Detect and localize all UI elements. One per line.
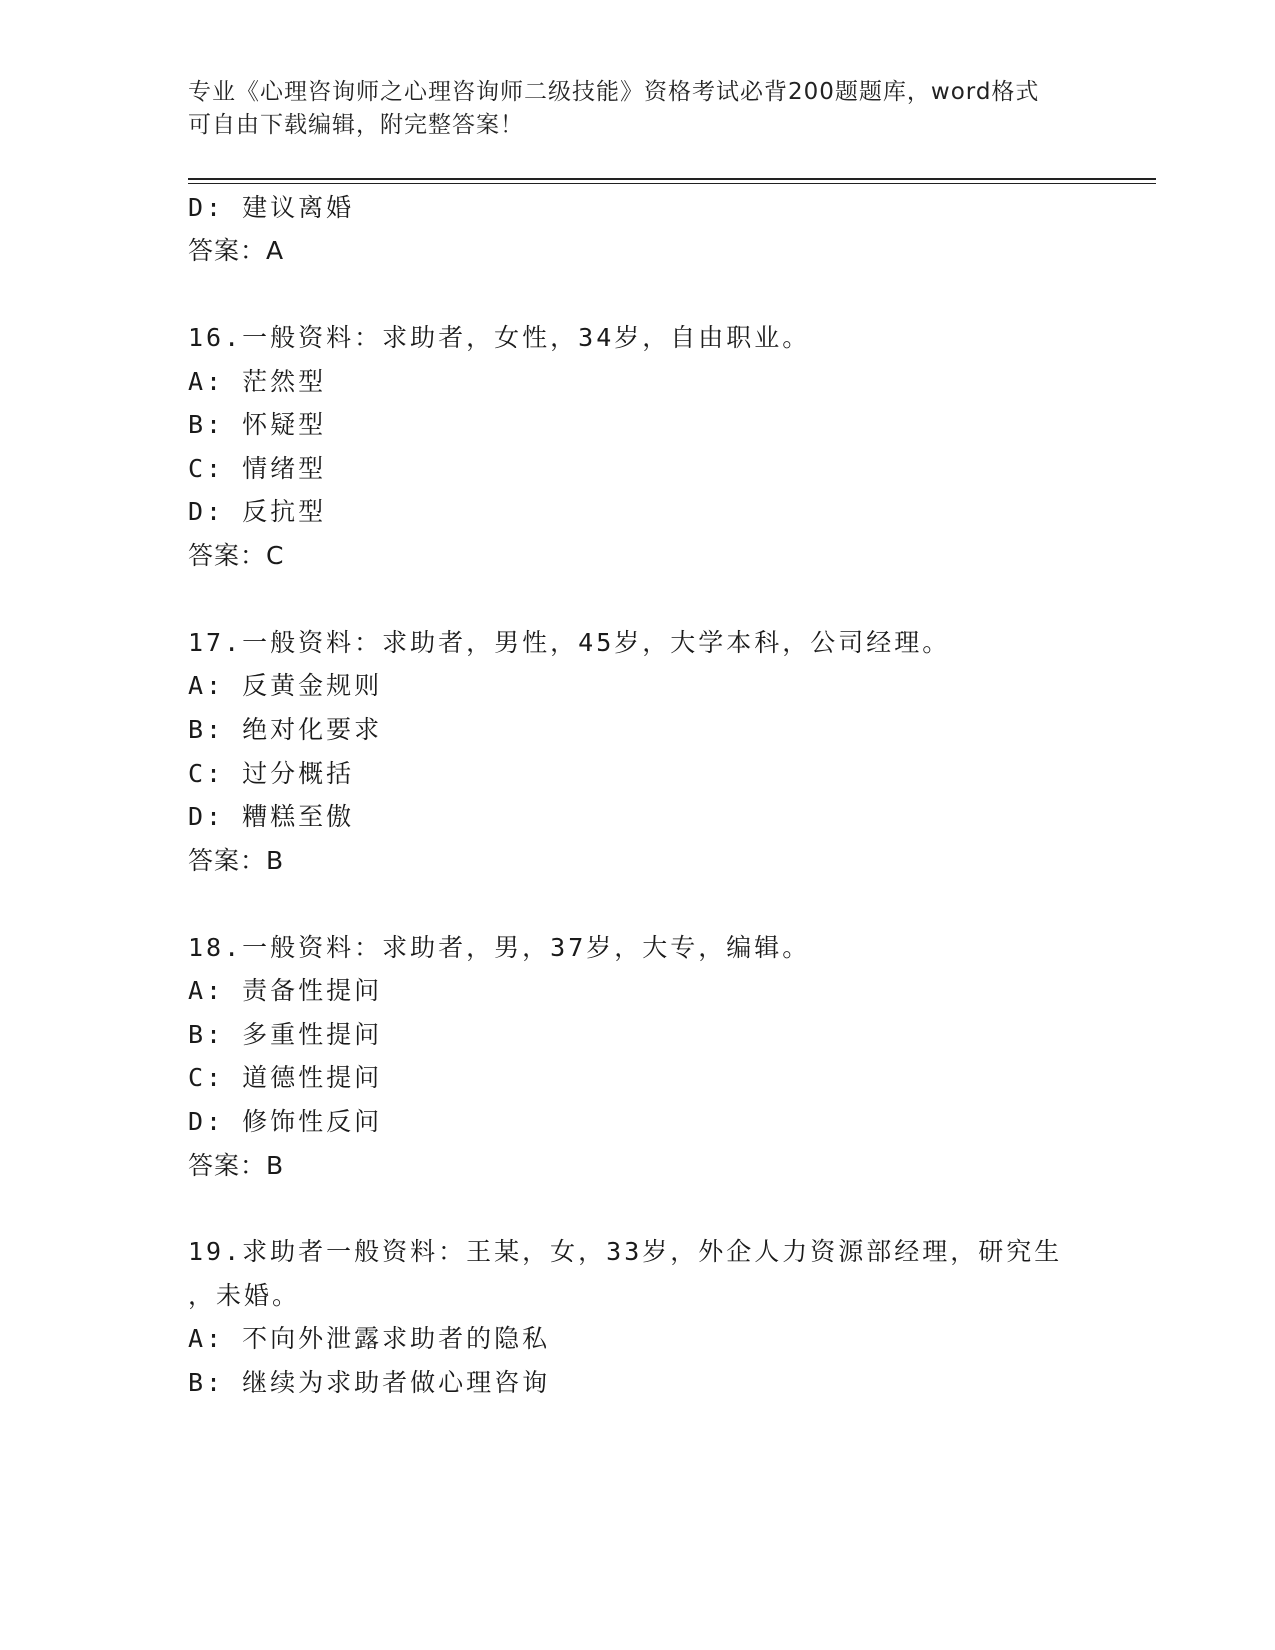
previous-option-d: D: 建议离婚 (188, 193, 355, 222)
previous-answer: 答案：A (188, 236, 285, 265)
question-18-stem: 18.一般资料：求助者，男，37岁，大专，编辑。 (188, 933, 811, 962)
question-16-option-b: B: 怀疑型 (188, 410, 327, 439)
question-16-answer: 答案：C (188, 541, 285, 570)
question-17-option-a: A: 反黄金规则 (188, 671, 383, 700)
question-16-option-c: C: 情绪型 (188, 454, 327, 483)
question-19-option-b: B: 继续为求助者做心理咨询 (188, 1368, 551, 1397)
header-title-line-1: 专业《心理咨询师之心理咨询师二级技能》资格考试必背200题题库，word格式 (188, 79, 1040, 105)
question-19-option-a: A: 不向外泄露求助者的隐私 (188, 1324, 551, 1353)
header-title-line-2: 可自由下载编辑，附完整答案！ (188, 112, 524, 138)
document-header (188, 76, 1088, 142)
question-18-answer: 答案：B (188, 1151, 285, 1180)
question-18-option-a: A: 责备性提问 (188, 976, 383, 1005)
header-divider-thin (188, 183, 1156, 184)
question-16-option-d: D: 反抗型 (188, 497, 327, 526)
question-18-option-b: B: 多重性提问 (188, 1020, 383, 1049)
question-19-stem-line-1: 19.求助者一般资料：王某，女，33岁，外企人力资源部经理，研究生 (188, 1237, 1063, 1266)
question-18-option-d: D: 修饰性反问 (188, 1107, 383, 1136)
question-17-option-d: D: 糟糕至傲 (188, 802, 355, 831)
question-18-option-c: C: 道德性提问 (188, 1063, 383, 1092)
question-17-answer: 答案：B (188, 846, 285, 875)
question-19-stem-line-2: ，未婚。 (188, 1281, 301, 1310)
question-17-option-c: C: 过分概括 (188, 759, 355, 788)
question-16-stem: 16.一般资料：求助者，女性，34岁，自由职业。 (188, 323, 811, 352)
question-16-option-a: A: 茫然型 (188, 367, 327, 396)
question-17-stem: 17.一般资料：求助者，男性，45岁，大学本科，公司经理。 (188, 628, 951, 657)
header-divider-thick (188, 178, 1156, 180)
question-17-option-b: B: 绝对化要求 (188, 715, 383, 744)
